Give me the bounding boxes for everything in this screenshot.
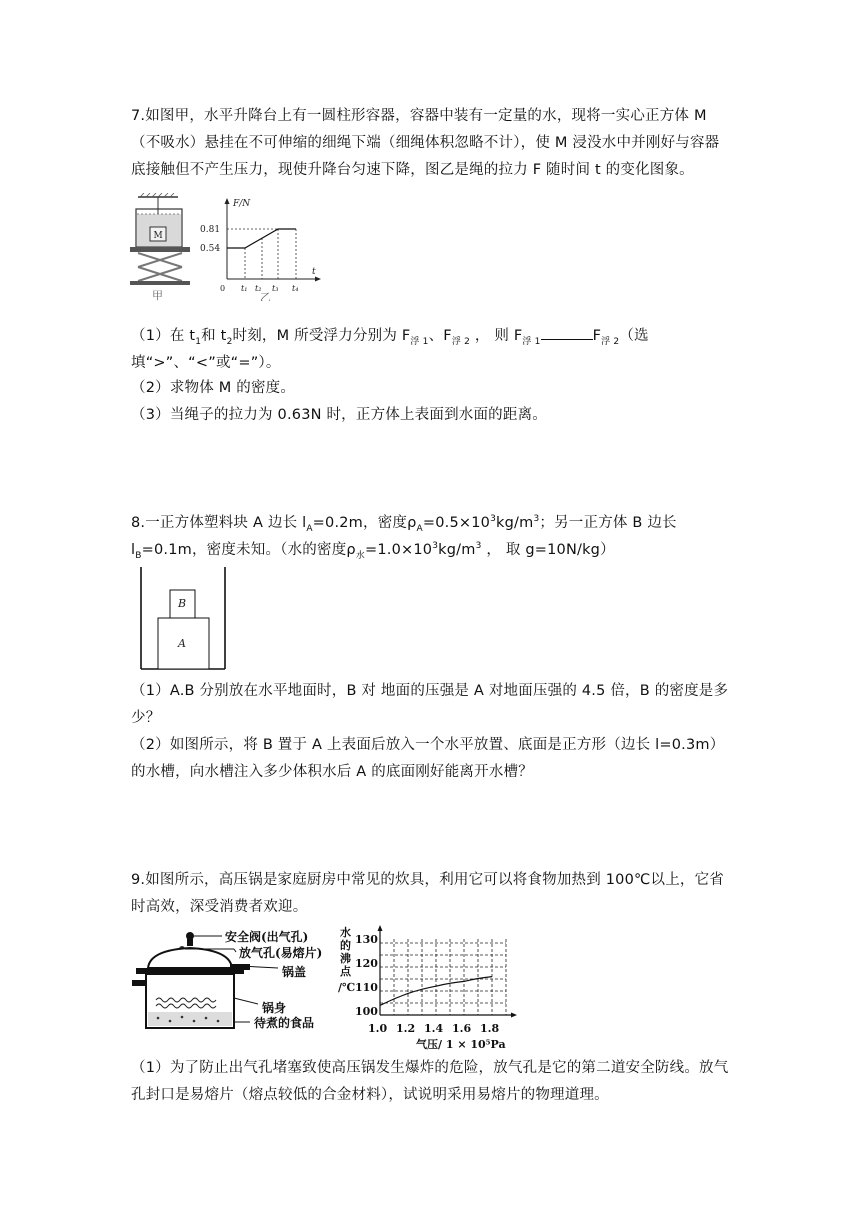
q9-boiling-chart bbox=[336, 924, 526, 1052]
q7-figure-jia bbox=[128, 193, 200, 301]
cooker-label: 放气孔(易熔片) bbox=[239, 946, 323, 960]
origin-label: 0 bbox=[220, 284, 226, 293]
q7-chart-yi bbox=[200, 195, 324, 301]
x-tick-label: 1.2 bbox=[396, 1022, 416, 1035]
q8-stem: 8.一正方体塑料块 A 边长 $l_A=0.2m$，密度$\rho_A=0.5\times 10^3kg/m^3$；另一正方体 B 边长 $l_B=0.1m$，密度未知。（水的密度$\rho_水=1.0\times 10^3kg/m^3$ ， 取 g=10N/kg） bbox=[131, 514, 677, 561]
x-axis-label: t bbox=[312, 267, 316, 277]
y-tick-label: 130 bbox=[355, 933, 378, 946]
x-tick-label: 1.6 bbox=[452, 1022, 472, 1035]
q8-figure-tank bbox=[136, 565, 230, 673]
q9-stem: 9.如图所示，高压锅是家庭厨房中常见的炊具，利用它可以将食物加热到 100℃以上，它省时高效，深受消费者欢迎。 bbox=[131, 872, 725, 915]
cooker-label: 待煮的食品 bbox=[254, 1016, 315, 1030]
cube-m-label: M bbox=[153, 231, 163, 241]
y-tick-label: 110 bbox=[355, 981, 378, 994]
x-tick-label: 1.4 bbox=[424, 1022, 444, 1035]
y-axis-label: 沸 bbox=[340, 952, 351, 965]
x-tick-label: t₃ bbox=[272, 284, 279, 293]
x-tick-label: 1.0 bbox=[368, 1022, 388, 1035]
y-axis-label: F/N bbox=[233, 199, 251, 209]
y-tick-label: 100 bbox=[355, 1005, 378, 1018]
y-tick-label: 120 bbox=[355, 957, 378, 970]
force-time-line bbox=[227, 229, 296, 248]
fig-yi-caption: 乙 bbox=[260, 291, 271, 301]
y-axis-label: 点 bbox=[340, 965, 351, 978]
y-tick-label: 0.81 bbox=[200, 225, 221, 235]
y-axis-label: 的 bbox=[340, 939, 351, 952]
x-tick-label: 1.8 bbox=[480, 1022, 500, 1035]
q8-sub2: （2）如图所示，将 B 置于 A 上表面后放入一个水平放置、底面是正方形（边长 l=0.3m）的水槽，向水槽注入多少体积水后 A 的底面刚好能离开水槽？ bbox=[131, 737, 725, 780]
q9-sub1: （1）为了防止出气孔堵塞致使高压锅发生爆炸的危险，放气孔是它的第二道安全防线。放气孔封口是易熔片（熔点较低的合金材料），试说明采用易熔片的物理道理。 bbox=[131, 1060, 729, 1103]
x-axis-label: 气压/ 1 × 10⁵Pa bbox=[416, 1038, 506, 1051]
q9-pressure-cooker bbox=[130, 928, 352, 1038]
block-a-label: A bbox=[178, 637, 186, 650]
cooker-label: 安全阀(出气孔) bbox=[225, 930, 309, 944]
cooker-label: 锅盖 bbox=[282, 965, 307, 979]
fig-jia-caption: 甲 bbox=[152, 289, 163, 301]
block-b-label: B bbox=[178, 597, 187, 610]
answer-blank[interactable] bbox=[541, 325, 593, 340]
q7-sub1: （1）在 $t_1$和 $t_2$时刻，M 所受浮力分别为 $F_{浮 1}$、$F_{浮 2}$ ， 则 $F_{浮 1}$ $F_{浮 2}$（选填“>”、“<”或“=”）。 bbox=[131, 323, 731, 377]
y-axis-label: 水 bbox=[340, 926, 351, 939]
q8-sub1: （1）A.B 分别放在水平地面时，B 对 地面的压强是 A 对地面压强的 4.5 倍，B 的密度是多少？ bbox=[131, 683, 729, 726]
cooker-label: 锅身 bbox=[262, 1001, 287, 1015]
q7-stem: 7.如图甲，水平升降台上有一圆柱形容器，容器中装有一定量的水，现将一实心正方体 M（不吸水）悬挂在不可伸缩的细绳下端（细绳体积忽略不计），使 M 浸没水中并刚好与容器底接触但不产生压力，现使升降台匀速下降，图乙是绳的拉力 F 随时间 t 的变化图象。 bbox=[131, 108, 720, 178]
x-tick-label: t₁ bbox=[241, 284, 248, 293]
y-axis-label: /℃ bbox=[338, 981, 356, 994]
y-tick-label: 0.54 bbox=[200, 244, 221, 254]
x-tick-label: t₂ bbox=[255, 284, 262, 293]
x-tick-label: t₄ bbox=[292, 284, 299, 293]
q7-sub2: （2）求物体 M 的密度。 bbox=[131, 380, 296, 396]
q7-sub3: （3）当绳子的拉力为 0.63N 时，正方体上表面到水面的距离。 bbox=[131, 407, 547, 423]
